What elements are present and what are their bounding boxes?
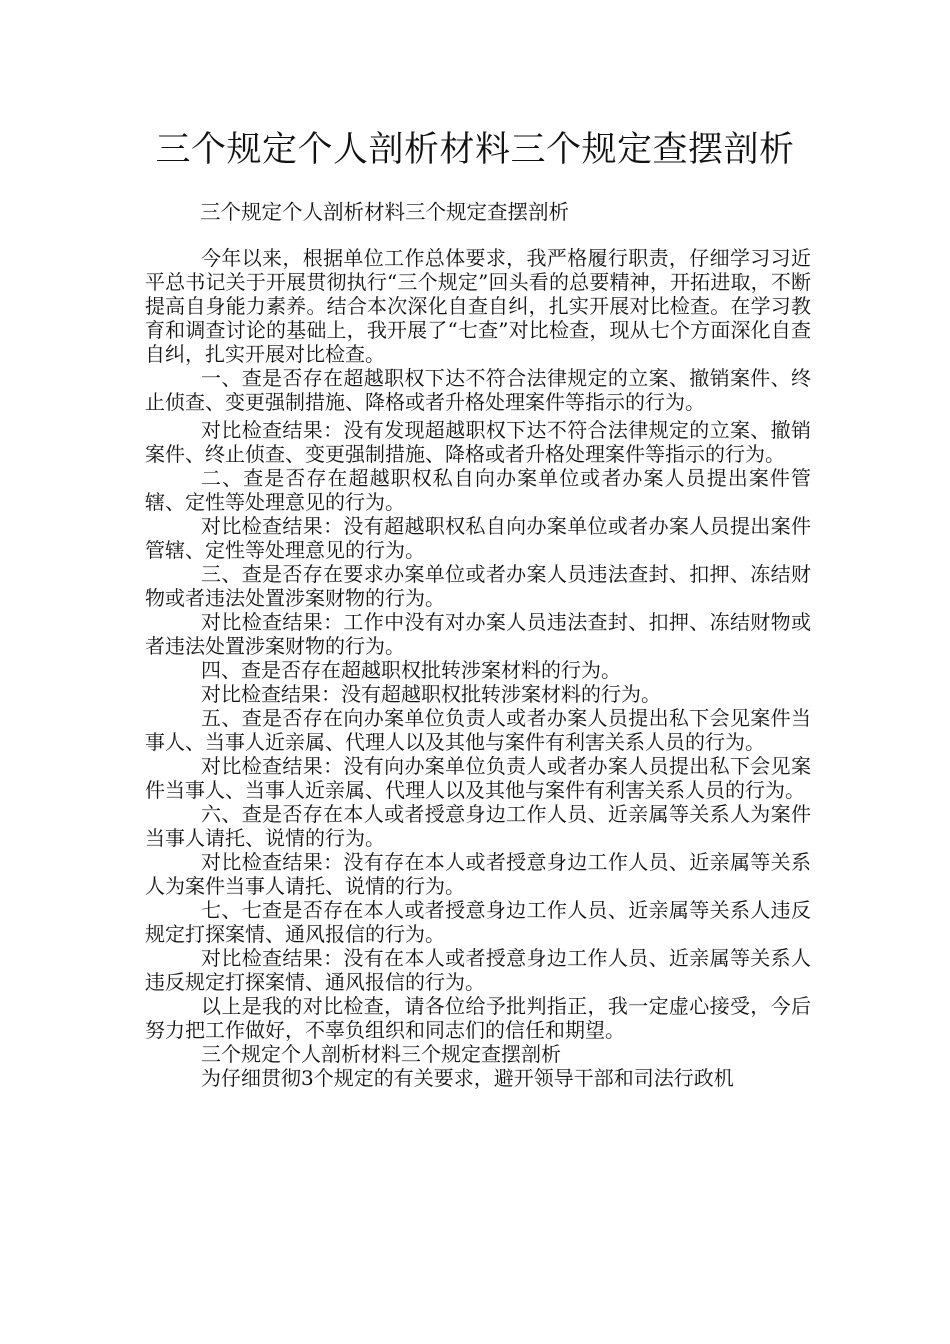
paragraph-result-1: 对比检查结果：没有发现超越职权下达不符合法律规定的立案、撤销案件、终止侦查、变更强制措施、降格或者升格处理案件等指示的行为。 [145, 418, 811, 466]
paragraph-result-5: 对比检查结果：没有向办案单位负责人或者办案人员提出私下会见案件当事人、当事人近亲属、代理人以及其他与案件有利害关系人员的行为。 [145, 754, 811, 802]
paragraph-check-6: 六、查是否存在本人或者授意身边工作人员、近亲属等关系人为案件当事人请托、说情的行为。 [145, 802, 811, 850]
paragraph-second-heading: 三个规定个人剖析材料三个规定查摆剖析 [201, 1042, 561, 1066]
document-subtitle: 三个规定个人剖析材料三个规定查摆剖析 [200, 200, 569, 224]
paragraph-second-intro: 为仔细贯彻3个规定的有关要求，避开领导干部和司法行政机 [201, 1066, 734, 1090]
paragraph-check-2: 二、查是否存在超越职权私自向办案单位或者办案人员提出案件管辖、定性等处理意见的行为。 [145, 466, 811, 514]
paragraph-result-7: 对比检查结果：没有在本人或者授意身边工作人员、近亲属等关系人违反规定打探案情、通风报信的行为。 [145, 946, 811, 994]
paragraph-check-5: 五、查是否存在向办案单位负责人或者办案人员提出私下会见案件当事人、当事人近亲属、代理人以及其他与案件有利害关系人员的行为。 [145, 706, 811, 754]
paragraph-check-4: 四、查是否存在超越职权批转涉案材料的行为。 [201, 658, 621, 682]
paragraph-result-3: 对比检查结果：工作中没有对办案人员违法查封、扣押、冻结财物或者违法处置涉案财物的行为。 [145, 610, 811, 658]
paragraph-conclusion: 以上是我的对比检查，请各位给予批判指正，我一定虚心接受，今后努力把工作做好，不辜负组织和同志们的信任和期望。 [145, 994, 811, 1042]
paragraph-result-4: 对比检查结果：没有超越职权批转涉案材料的行为。 [201, 682, 661, 706]
paragraph-intro: 今年以来，根据单位工作总体要求，我严格履行职责，仔细学习习近平总书记关于开展贯彻执行“三个规定”回头看的总要精神，开拓进取，不断提高自身能力素养。结合本次深化自查自纠，扎实开展对比检查。在学习教育和调查讨论的基础上，我开展了“七查”对比检查，现从七个方面深化自查自纠，扎实开展对比检查。 [145, 246, 811, 366]
paragraph-check-7: 七、七查是否存在本人或者授意身边工作人员、近亲属等关系人违反规定打探案情、通风报信的行为。 [145, 898, 811, 946]
paragraph-check-1: 一、查是否存在超越职权下达不符合法律规定的立案、撤销案件、终止侦查、变更强制措施、降格或者升格处理案件等指示的行为。 [145, 366, 811, 414]
paragraph-result-6: 对比检查结果：没有存在本人或者授意身边工作人员、近亲属等关系人为案件当事人请托、说情的行为。 [145, 850, 811, 898]
document-body [145, 246, 811, 1090]
document-title: 三个规定个人剖析材料三个规定查摆剖析 [155, 130, 795, 170]
paragraph-check-3: 三、查是否存在要求办案单位或者办案人员违法查封、扣押、冻结财物或者违法处置涉案财物的行为。 [145, 562, 811, 610]
paragraph-result-2: 对比检查结果：没有超越职权私自向办案单位或者办案人员提出案件管辖、定性等处理意见的行为。 [145, 514, 811, 562]
